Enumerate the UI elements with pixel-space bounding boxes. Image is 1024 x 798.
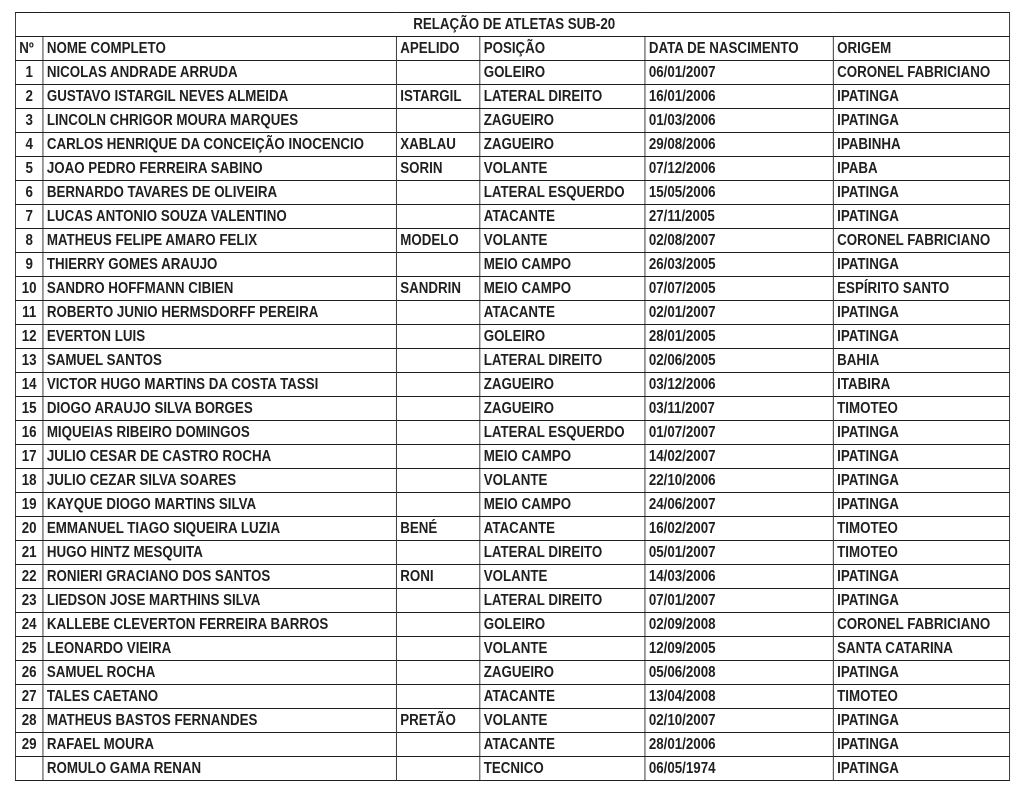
cell-full-name: THIERRY GOMES ARAUJO <box>43 253 396 277</box>
cell-nickname <box>396 181 479 205</box>
cell-origin: IPATINGA <box>833 469 1009 493</box>
table-row <box>15 709 1009 733</box>
cell-number: 18 <box>15 469 43 493</box>
cell-origin: ESPÍRITO SANTO <box>833 277 1009 301</box>
cell-full-name: TALES CAETANO <box>43 685 396 709</box>
header-origin: ORIGEM <box>833 37 1009 61</box>
cell-origin: IPATINGA <box>833 205 1009 229</box>
cell-birth-date: 05/01/2007 <box>645 541 833 565</box>
cell-position: VOLANTE <box>480 229 645 253</box>
cell-number: 13 <box>15 349 43 373</box>
cell-birth-date: 01/07/2007 <box>645 421 833 445</box>
cell-number: 23 <box>15 589 43 613</box>
cell-number: 3 <box>15 109 43 133</box>
header-nickname: APELIDO <box>396 37 479 61</box>
cell-position: LATERAL ESQUERDO <box>480 421 645 445</box>
cell-nickname <box>396 397 479 421</box>
cell-nickname <box>396 613 479 637</box>
cell-position: ATACANTE <box>480 205 645 229</box>
cell-origin: IPATINGA <box>833 445 1009 469</box>
cell-number: 9 <box>15 253 43 277</box>
cell-nickname <box>396 373 479 397</box>
cell-position: GOLEIRO <box>480 61 645 85</box>
cell-full-name: LIEDSON JOSE MARTHINS SILVA <box>43 589 396 613</box>
cell-birth-date: 02/10/2007 <box>645 709 833 733</box>
table-row <box>15 397 1009 421</box>
table-row <box>15 349 1009 373</box>
cell-position: ZAGUEIRO <box>480 661 645 685</box>
roster-sheet <box>15 12 1009 781</box>
cell-full-name: KALLEBE CLEVERTON FERREIRA BARROS <box>43 613 396 637</box>
cell-position: MEIO CAMPO <box>480 493 645 517</box>
cell-origin: IPABINHA <box>833 133 1009 157</box>
roster-body <box>15 61 1009 781</box>
cell-nickname <box>396 61 479 85</box>
table-row <box>15 445 1009 469</box>
cell-birth-date: 03/11/2007 <box>645 397 833 421</box>
cell-birth-date: 24/06/2007 <box>645 493 833 517</box>
cell-position: ATACANTE <box>480 685 645 709</box>
cell-position: MEIO CAMPO <box>480 445 645 469</box>
cell-position: ZAGUEIRO <box>480 373 645 397</box>
table-row <box>15 613 1009 637</box>
cell-number: 28 <box>15 709 43 733</box>
cell-full-name: LINCOLN CHRIGOR MOURA MARQUES <box>43 109 396 133</box>
table-row <box>15 277 1009 301</box>
cell-number: 17 <box>15 445 43 469</box>
cell-number: 11 <box>15 301 43 325</box>
cell-number: 12 <box>15 325 43 349</box>
cell-position: VOLANTE <box>480 157 645 181</box>
cell-origin: BAHIA <box>833 349 1009 373</box>
cell-nickname: XABLAU <box>396 133 479 157</box>
cell-number: 1 <box>15 61 43 85</box>
cell-number <box>15 757 43 781</box>
header-row <box>15 37 1009 61</box>
cell-position: VOLANTE <box>480 709 645 733</box>
cell-origin: CORONEL FABRICIANO <box>833 613 1009 637</box>
cell-nickname <box>396 541 479 565</box>
cell-full-name: NICOLAS ANDRADE ARRUDA <box>43 61 396 85</box>
cell-birth-date: 07/07/2005 <box>645 277 833 301</box>
cell-birth-date: 05/06/2008 <box>645 661 833 685</box>
cell-full-name: DIOGO ARAUJO SILVA BORGES <box>43 397 396 421</box>
cell-full-name: BERNARDO TAVARES DE OLIVEIRA <box>43 181 396 205</box>
cell-position: ZAGUEIRO <box>480 397 645 421</box>
cell-position: MEIO CAMPO <box>480 277 645 301</box>
cell-number: 16 <box>15 421 43 445</box>
cell-origin: TIMOTEO <box>833 685 1009 709</box>
cell-number: 22 <box>15 565 43 589</box>
cell-birth-date: 16/02/2007 <box>645 517 833 541</box>
table-row <box>15 229 1009 253</box>
cell-number: 10 <box>15 277 43 301</box>
table-row <box>15 157 1009 181</box>
cell-number: 27 <box>15 685 43 709</box>
cell-full-name: JULIO CEZAR SILVA SOARES <box>43 469 396 493</box>
cell-origin: IPATINGA <box>833 565 1009 589</box>
cell-birth-date: 01/03/2006 <box>645 109 833 133</box>
cell-origin: ITABIRA <box>833 373 1009 397</box>
cell-full-name: JOAO PEDRO FERREIRA SABINO <box>43 157 396 181</box>
cell-birth-date: 02/01/2007 <box>645 301 833 325</box>
cell-birth-date: 03/12/2006 <box>645 373 833 397</box>
cell-origin: IPATINGA <box>833 109 1009 133</box>
cell-full-name: MATHEUS BASTOS FERNANDES <box>43 709 396 733</box>
table-row <box>15 205 1009 229</box>
cell-nickname <box>396 253 479 277</box>
cell-origin: IPATINGA <box>833 709 1009 733</box>
cell-birth-date: 07/12/2006 <box>645 157 833 181</box>
cell-origin: CORONEL FABRICIANO <box>833 61 1009 85</box>
cell-birth-date: 12/09/2005 <box>645 637 833 661</box>
cell-full-name: SAMUEL ROCHA <box>43 661 396 685</box>
cell-birth-date: 14/03/2006 <box>645 565 833 589</box>
cell-number: 2 <box>15 85 43 109</box>
table-row <box>15 469 1009 493</box>
cell-number: 7 <box>15 205 43 229</box>
cell-birth-date: 22/10/2006 <box>645 469 833 493</box>
cell-nickname: SANDRIN <box>396 277 479 301</box>
cell-origin: SANTA CATARINA <box>833 637 1009 661</box>
cell-birth-date: 07/01/2007 <box>645 589 833 613</box>
table-row <box>15 757 1009 781</box>
table-row <box>15 109 1009 133</box>
table-row <box>15 661 1009 685</box>
cell-number: 15 <box>15 397 43 421</box>
cell-origin: IPATINGA <box>833 85 1009 109</box>
cell-nickname <box>396 733 479 757</box>
cell-nickname <box>396 685 479 709</box>
cell-position: MEIO CAMPO <box>480 253 645 277</box>
cell-full-name: CARLOS HENRIQUE DA CONCEIÇÃO INOCENCIO <box>43 133 396 157</box>
cell-origin: IPABA <box>833 157 1009 181</box>
cell-full-name: JULIO CESAR DE CASTRO ROCHA <box>43 445 396 469</box>
cell-birth-date: 16/01/2006 <box>645 85 833 109</box>
cell-full-name: MATHEUS FELIPE AMARO FELIX <box>43 229 396 253</box>
cell-full-name: VICTOR HUGO MARTINS DA COSTA TASSI <box>43 373 396 397</box>
cell-origin: IPATINGA <box>833 661 1009 685</box>
cell-nickname: BENÉ <box>396 517 479 541</box>
cell-position: ATACANTE <box>480 733 645 757</box>
cell-number: 4 <box>15 133 43 157</box>
cell-number: 25 <box>15 637 43 661</box>
cell-birth-date: 14/02/2007 <box>645 445 833 469</box>
cell-number: 26 <box>15 661 43 685</box>
cell-position: ATACANTE <box>480 301 645 325</box>
cell-birth-date: 15/05/2006 <box>645 181 833 205</box>
cell-position: LATERAL ESQUERDO <box>480 181 645 205</box>
header-birth-date: DATA DE NASCIMENTO <box>645 37 833 61</box>
header-position: POSIÇÃO <box>480 37 645 61</box>
table-row <box>15 301 1009 325</box>
cell-position: VOLANTE <box>480 565 645 589</box>
cell-full-name: LUCAS ANTONIO SOUZA VALENTINO <box>43 205 396 229</box>
cell-position: LATERAL DIREITO <box>480 589 645 613</box>
table-row <box>15 253 1009 277</box>
cell-birth-date: 02/08/2007 <box>645 229 833 253</box>
cell-origin: IPATINGA <box>833 301 1009 325</box>
cell-full-name: LEONARDO VIEIRA <box>43 637 396 661</box>
cell-full-name: RONIERI GRACIANO DOS SANTOS <box>43 565 396 589</box>
cell-full-name: SAMUEL SANTOS <box>43 349 396 373</box>
cell-nickname: ISTARGIL <box>396 85 479 109</box>
cell-number: 19 <box>15 493 43 517</box>
table-row <box>15 325 1009 349</box>
cell-nickname <box>396 493 479 517</box>
cell-birth-date: 13/04/2008 <box>645 685 833 709</box>
athletes-table <box>15 12 1010 781</box>
cell-birth-date: 26/03/2005 <box>645 253 833 277</box>
cell-full-name: RAFAEL MOURA <box>43 733 396 757</box>
table-row <box>15 373 1009 397</box>
cell-nickname: RONI <box>396 565 479 589</box>
table-row <box>15 61 1009 85</box>
cell-number: 6 <box>15 181 43 205</box>
cell-origin: TIMOTEO <box>833 517 1009 541</box>
cell-nickname <box>396 589 479 613</box>
cell-full-name: ROMULO GAMA RENAN <box>43 757 396 781</box>
cell-full-name: SANDRO HOFFMANN CIBIEN <box>43 277 396 301</box>
cell-nickname <box>396 109 479 133</box>
cell-full-name: EMMANUEL TIAGO SIQUEIRA LUZIA <box>43 517 396 541</box>
cell-nickname: SORIN <box>396 157 479 181</box>
cell-origin: CORONEL FABRICIANO <box>833 229 1009 253</box>
table-row <box>15 133 1009 157</box>
cell-origin: IPATINGA <box>833 325 1009 349</box>
cell-nickname: MODELO <box>396 229 479 253</box>
cell-birth-date: 28/01/2005 <box>645 325 833 349</box>
cell-nickname <box>396 637 479 661</box>
cell-nickname <box>396 325 479 349</box>
cell-number: 29 <box>15 733 43 757</box>
cell-full-name: GUSTAVO ISTARGIL NEVES ALMEIDA <box>43 85 396 109</box>
cell-position: LATERAL DIREITO <box>480 85 645 109</box>
cell-nickname <box>396 349 479 373</box>
cell-full-name: KAYQUE DIOGO MARTINS SILVA <box>43 493 396 517</box>
cell-nickname <box>396 445 479 469</box>
table-row <box>15 733 1009 757</box>
header-full-name: NOME COMPLETO <box>43 37 396 61</box>
cell-position: ZAGUEIRO <box>480 109 645 133</box>
table-row <box>15 85 1009 109</box>
table-row <box>15 517 1009 541</box>
header-number: Nº <box>15 37 43 61</box>
cell-origin: IPATINGA <box>833 733 1009 757</box>
table-row <box>15 685 1009 709</box>
title-row <box>15 13 1009 37</box>
cell-number: 21 <box>15 541 43 565</box>
cell-birth-date: 06/05/1974 <box>645 757 833 781</box>
cell-birth-date: 29/08/2006 <box>645 133 833 157</box>
cell-nickname <box>396 757 479 781</box>
cell-position: ZAGUEIRO <box>480 133 645 157</box>
cell-position: GOLEIRO <box>480 325 645 349</box>
cell-number: 5 <box>15 157 43 181</box>
cell-nickname <box>396 301 479 325</box>
cell-number: 14 <box>15 373 43 397</box>
table-row <box>15 181 1009 205</box>
table-row <box>15 493 1009 517</box>
cell-number: 24 <box>15 613 43 637</box>
cell-full-name: MIQUEIAS RIBEIRO DOMINGOS <box>43 421 396 445</box>
table-row <box>15 541 1009 565</box>
cell-nickname <box>396 205 479 229</box>
table-row <box>15 637 1009 661</box>
cell-origin: IPATINGA <box>833 493 1009 517</box>
cell-position: VOLANTE <box>480 637 645 661</box>
cell-number: 8 <box>15 229 43 253</box>
cell-origin: TIMOTEO <box>833 397 1009 421</box>
cell-origin: IPATINGA <box>833 253 1009 277</box>
cell-birth-date: 28/01/2006 <box>645 733 833 757</box>
table-row <box>15 421 1009 445</box>
cell-origin: IPATINGA <box>833 181 1009 205</box>
table-row <box>15 589 1009 613</box>
cell-origin: IPATINGA <box>833 421 1009 445</box>
cell-nickname <box>396 469 479 493</box>
cell-origin: IPATINGA <box>833 757 1009 781</box>
cell-birth-date: 27/11/2005 <box>645 205 833 229</box>
cell-origin: IPATINGA <box>833 589 1009 613</box>
cell-full-name: HUGO HINTZ MESQUITA <box>43 541 396 565</box>
cell-nickname <box>396 421 479 445</box>
cell-full-name: EVERTON LUIS <box>43 325 396 349</box>
cell-position: ATACANTE <box>480 517 645 541</box>
cell-birth-date: 02/06/2005 <box>645 349 833 373</box>
cell-position: LATERAL DIREITO <box>480 349 645 373</box>
cell-birth-date: 02/09/2008 <box>645 613 833 637</box>
table-title: RELAÇÃO DE ATLETAS SUB-20 <box>15 13 1009 37</box>
cell-nickname: PRETÃO <box>396 709 479 733</box>
table-row <box>15 565 1009 589</box>
cell-origin: TIMOTEO <box>833 541 1009 565</box>
cell-position: VOLANTE <box>480 469 645 493</box>
cell-position: LATERAL DIREITO <box>480 541 645 565</box>
cell-full-name: ROBERTO JUNIO HERMSDORFF PEREIRA <box>43 301 396 325</box>
cell-birth-date: 06/01/2007 <box>645 61 833 85</box>
cell-position: GOLEIRO <box>480 613 645 637</box>
cell-nickname <box>396 661 479 685</box>
cell-number: 20 <box>15 517 43 541</box>
cell-position: TECNICO <box>480 757 645 781</box>
